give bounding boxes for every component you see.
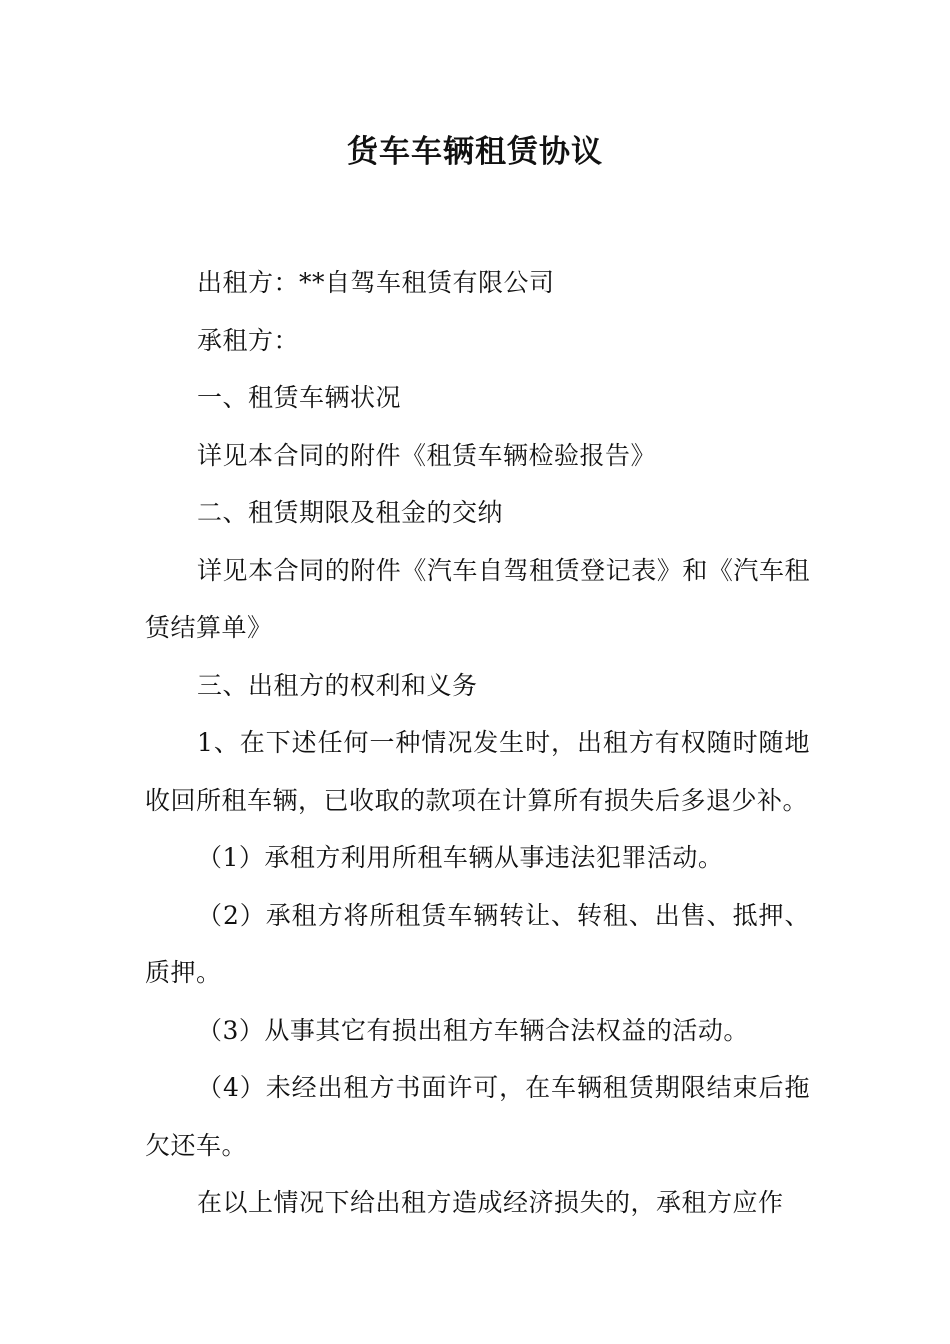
- document-title: 货车车辆租赁协议: [347, 134, 603, 170]
- section-heading-2: 二、租赁期限及租金的交纳: [197, 498, 504, 527]
- list-item: （1）承租方利用所租车辆从事违法犯罪活动。: [197, 843, 724, 872]
- paragraph: 在以上情况下给出租方造成经济损失的，承租方应作: [197, 1188, 784, 1217]
- section-heading-3: 三、出租方的权利和义务: [197, 670, 478, 700]
- paragraph: 详见本合同的附件《汽车自驾租赁登记表》和《汽车租赁结算单》: [145, 555, 810, 642]
- paragraph: 详见本合同的附件《租赁车辆检验报告》: [197, 440, 657, 470]
- document-body: [145, 254, 810, 1232]
- paragraph: 1、在下述任何一种情况发生时，出租方有权随时随地收回所租车辆，已收取的款项在计算所有损失后多退少补。: [145, 728, 810, 815]
- list-item: （3）从事其它有损出租方车辆合法权益的活动。: [197, 1015, 749, 1045]
- section-heading-1: 一、租赁车辆状况: [197, 383, 402, 412]
- lessee-line: 承租方：: [197, 325, 300, 355]
- list-item: （2）承租方将所租赁车辆转让、转租、出售、抵押、质押。: [145, 900, 810, 987]
- list-item: （4）未经出租方书面许可，在车辆租赁期限结束后拖欠还车。: [145, 1073, 810, 1160]
- lessor-line: 出租方：**自驾车租赁有限公司: [197, 268, 555, 297]
